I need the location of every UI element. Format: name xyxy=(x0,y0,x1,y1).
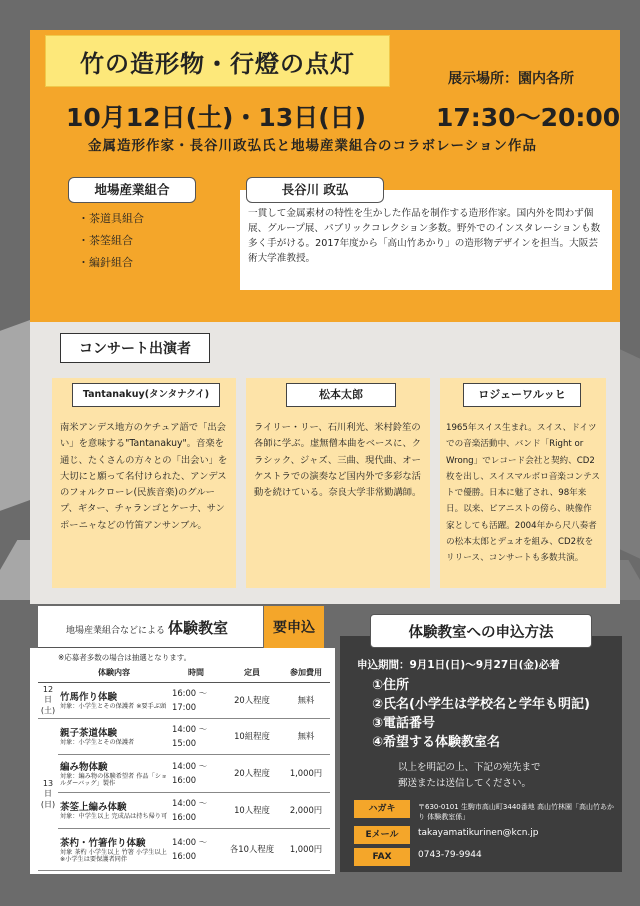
course-target: 対象：小学生とその保護者 ※要手ぶ頭 xyxy=(60,703,167,711)
day-cell: 13日(日) xyxy=(38,718,58,870)
course-name: 親子茶道体験 xyxy=(60,728,118,740)
apply-item: ②氏名(小学生は学校名と学年も明記) xyxy=(372,697,590,712)
apply-period: 申込期間：9月1日(日)〜9月27日(金)必着 xyxy=(357,659,560,671)
course-cell xyxy=(58,828,170,870)
event-times: 17:30〜20:00 xyxy=(436,103,621,132)
course-cell xyxy=(58,792,170,828)
table-row xyxy=(38,754,330,792)
apply-instruction-line: 以上を明記の上、下記の宛先まで xyxy=(398,762,541,773)
contact-value: 0743-79-9944 xyxy=(418,850,482,860)
contact-label: Eメール xyxy=(354,826,410,844)
performer-bio: 1965年スイス生まれ。スイス、ドイツでの音楽活動中、バンド「Right or Wrong」でレコード会社と契約、CD2枚を出し、スイスマルボロ音楽コンテストで優勝。日本に魅了され、98年来日。以来、ピアニストの傍ら、映像作家としても活躍。2004年から尺八奏者の松本太郎とデュオを組み、CD2枚をリリース、コンサートも多数共演。 xyxy=(446,423,600,564)
fee-cell: 無料 xyxy=(282,718,330,754)
fee-cell: 無料 xyxy=(282,682,330,718)
apply-instruction-line: 郵送または送信してください。 xyxy=(398,778,532,789)
time-cell: 14:00 〜16:00 xyxy=(170,792,222,828)
workshop-prefix: 地場産業組合などによる xyxy=(66,626,166,636)
table-row xyxy=(38,792,330,828)
apply-item: ④希望する体験教室名 xyxy=(372,735,501,750)
table-row xyxy=(38,718,330,754)
table-row xyxy=(38,682,330,718)
contact-email xyxy=(348,824,618,846)
venue-text: 展示場所：園内各所 xyxy=(448,71,574,87)
course-name: 編み物体験 xyxy=(60,761,108,773)
associations-list xyxy=(78,208,144,274)
course-cell xyxy=(58,682,170,718)
association-item: ・編針組合 xyxy=(78,256,133,269)
performer-name: 松本太郎 xyxy=(286,383,396,407)
contact-label: FAX xyxy=(354,848,410,866)
performer-name: Tantanakuy(タンタナクイ) xyxy=(72,383,220,407)
course-cell xyxy=(58,718,170,754)
course-target: 対象 茶杓 小学生以上 竹箸 小学生以上 ※小学生は要保護者同伴 xyxy=(60,848,167,863)
course-cell xyxy=(58,754,170,792)
contact-value[interactable]: takayamatikurinen@kcn.jp xyxy=(418,828,539,838)
contact-fax xyxy=(348,846,618,868)
concert-title: コンサート出演者 xyxy=(60,333,210,363)
collab-text: 金属造形作家・長谷川政弘氏と地場産業組合のコラボレーション作品 xyxy=(88,138,537,154)
event-title: 竹の造形物・行燈の点灯 xyxy=(45,35,390,87)
apply-item: ③電話番号 xyxy=(372,716,436,731)
apply-instructions xyxy=(398,760,541,792)
course-target: 対象：編み物の体験希望者 作品「ショルダーバッグ」製作 xyxy=(60,772,168,787)
time-cell: 14:00 〜15:00 xyxy=(170,718,222,754)
time-cell: 14:00 〜16:00 xyxy=(170,754,222,792)
column-header: 体験内容 xyxy=(58,664,170,682)
performer-name: ロジェーワルッヒ xyxy=(463,383,581,407)
contact-value: 〒630-0101 生駒市高山町3440番地 高山竹林園「高山竹あかり 体験教室係」 xyxy=(418,803,614,821)
capacity-cell: 10組程度 xyxy=(222,718,282,754)
course-name: 茶杓・竹箸作り体験 xyxy=(60,837,146,849)
apply-items xyxy=(372,676,590,752)
fee-cell: 1,000円 xyxy=(282,828,330,870)
day-header xyxy=(38,664,58,682)
column-header: 参加費用 xyxy=(282,664,330,682)
time-cell: 14:00 〜16:00 xyxy=(170,828,222,870)
capacity-cell: 各10人程度 xyxy=(222,828,282,870)
workshop-note: ※応募者多数の場合は抽選となります。 xyxy=(58,653,192,662)
performer-bio: 南米アンデス地方のケチュア語で「出会い」を意味する"Tantanakuy"。音楽を通じ、たくさんの方々との「出会い」を大切にと願って名付けられた、アンデスのフォルクローレ(民族音楽)のグループ、ギター、チャランゴとケーナ、サンポーニャなどの竹笛アンサンブル。 xyxy=(60,422,228,531)
workshop-title: 体験教室 xyxy=(168,619,229,637)
fee-cell: 1,000円 xyxy=(282,754,330,792)
artist-bio: 一貫して金属素材の特性を生かした作品を制作する造形作家。国内外を問わず個展、グループ展、パブリックコレクション多数。野外でのインスタレーションも数多く手がける。2017年度から「高山竹あかり」の造形物デザインを担当。大阪芸術大学准教授。 xyxy=(248,208,601,264)
capacity-cell: 20人程度 xyxy=(222,682,282,718)
table-header-row xyxy=(38,664,330,682)
course-name: 茶筌上編み体験 xyxy=(60,802,127,814)
required-tag: 要申込 xyxy=(264,606,324,648)
performer-bio: ライリー・リー、石川利光、米村鈴笙の各師に学ぶ。虚無僧本曲をベースに、クラシック、ジャズ、三曲、現代曲、オーケストラでの演奏など国内外で多彩な活動を続けている。奈良大学非常勤講師。 xyxy=(254,422,422,499)
time-cell: 16:00 〜17:00 xyxy=(170,682,222,718)
fee-cell: 2,000円 xyxy=(282,792,330,828)
course-target: 対象：中学生以上 完成品は持ち帰り可 xyxy=(60,813,168,821)
apply-item: ①住所 xyxy=(372,678,410,693)
column-header: 時間 xyxy=(170,664,222,682)
associations-label: 地場産業組合 xyxy=(68,177,196,203)
column-header: 定員 xyxy=(222,664,282,682)
association-item: ・茶道具組合 xyxy=(78,212,144,225)
course-name: 竹馬作り体験 xyxy=(60,692,118,704)
association-item: ・茶筌組合 xyxy=(78,234,133,247)
contact-postcard xyxy=(348,798,618,822)
apply-title: 体験教室への申込方法 xyxy=(370,614,592,648)
workshop-table xyxy=(38,664,330,871)
table-row xyxy=(38,828,330,870)
course-target: 対象：小学生とその保護者 xyxy=(60,739,135,747)
event-dates: 10月12日(土)・13日(日) xyxy=(66,103,367,132)
capacity-cell: 10人程度 xyxy=(222,792,282,828)
contact-label: ハガキ xyxy=(354,800,410,818)
day-cell: 12日(土) xyxy=(38,682,58,718)
artist-label: 長谷川 政弘 xyxy=(246,177,384,203)
capacity-cell: 20人程度 xyxy=(222,754,282,792)
